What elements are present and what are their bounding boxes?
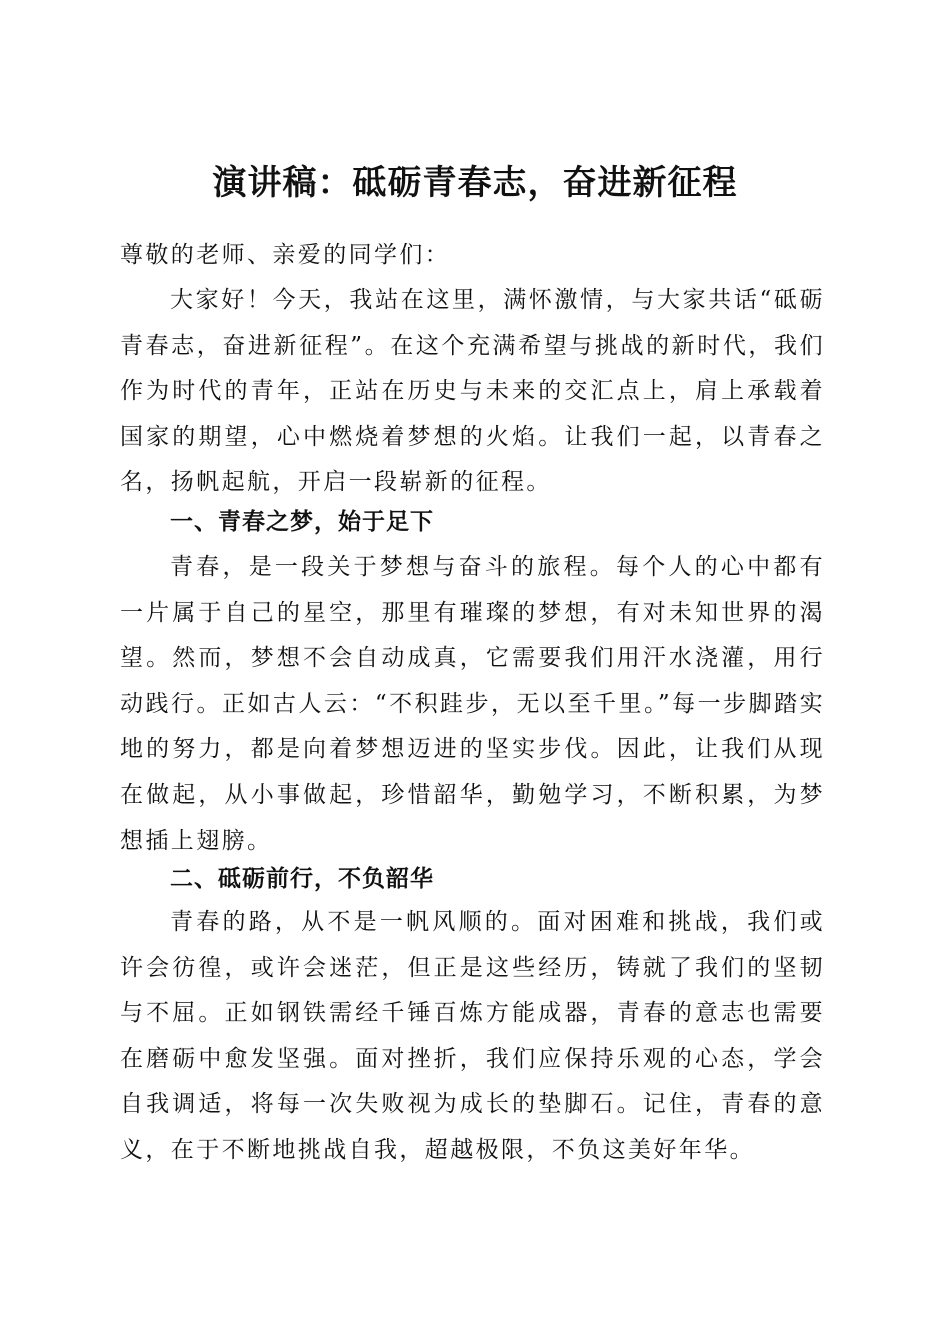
intro-paragraph: 大家好！今天，我站在这里，满怀激情，与大家共话“砥砺青春志，奋进新征程”。在这个充满希望与挑战的新时代，我们作为时代的青年，正站在历史与未来的交汇点上，肩上承载着国家的期望，心中燃烧着梦想的火焰。让我们一起，以青春之名，扬帆起航，开启一段崭新的征程。 <box>120 287 825 496</box>
section-heading-2: 二、砥砺前行，不负韶华 <box>170 866 434 892</box>
section-heading-1: 一、青春之梦，始于足下 <box>170 509 434 535</box>
section-paragraph-1: 青春，是一段关于梦想与奋斗的旅程。每个人的心中都有一片属于自己的星空，那里有璀璨的梦想，有对未知世界的渴望。然而，梦想不会自动成真，它需要我们用汗水浇灌，用行动践行。正如古人云：“不积跬步，无以至千里。”每一步脚踏实地的努力，都是向着梦想迈进的坚实步伐。因此，让我们从现在做起，从小事做起，珍惜韶华，勤勉学习，不断积累，为梦想插上翅膀。 <box>120 554 825 854</box>
page-title: 演讲稿：砥砺青春志，奋进新征程 <box>212 162 738 203</box>
section-paragraph-2: 青春的路，从不是一帆风顺的。面对困难和挑战，我们或许会彷徨，或许会迷茫，但正是这些经历，铸就了我们的坚韧与不屈。正如钢铁需经千锤百炼方能成器，青春的意志也需要在磨砺中愈发坚强。面对挫折，我们应保持乐观的心态，学会自我调适，将每一次失败视为成长的垫脚石。记住，青春的意义，在于不断地挑战自我，超越极限，不负这美好年华。 <box>120 909 825 1163</box>
greeting-line: 尊敬的老师、亲爱的同学们： <box>120 242 451 268</box>
